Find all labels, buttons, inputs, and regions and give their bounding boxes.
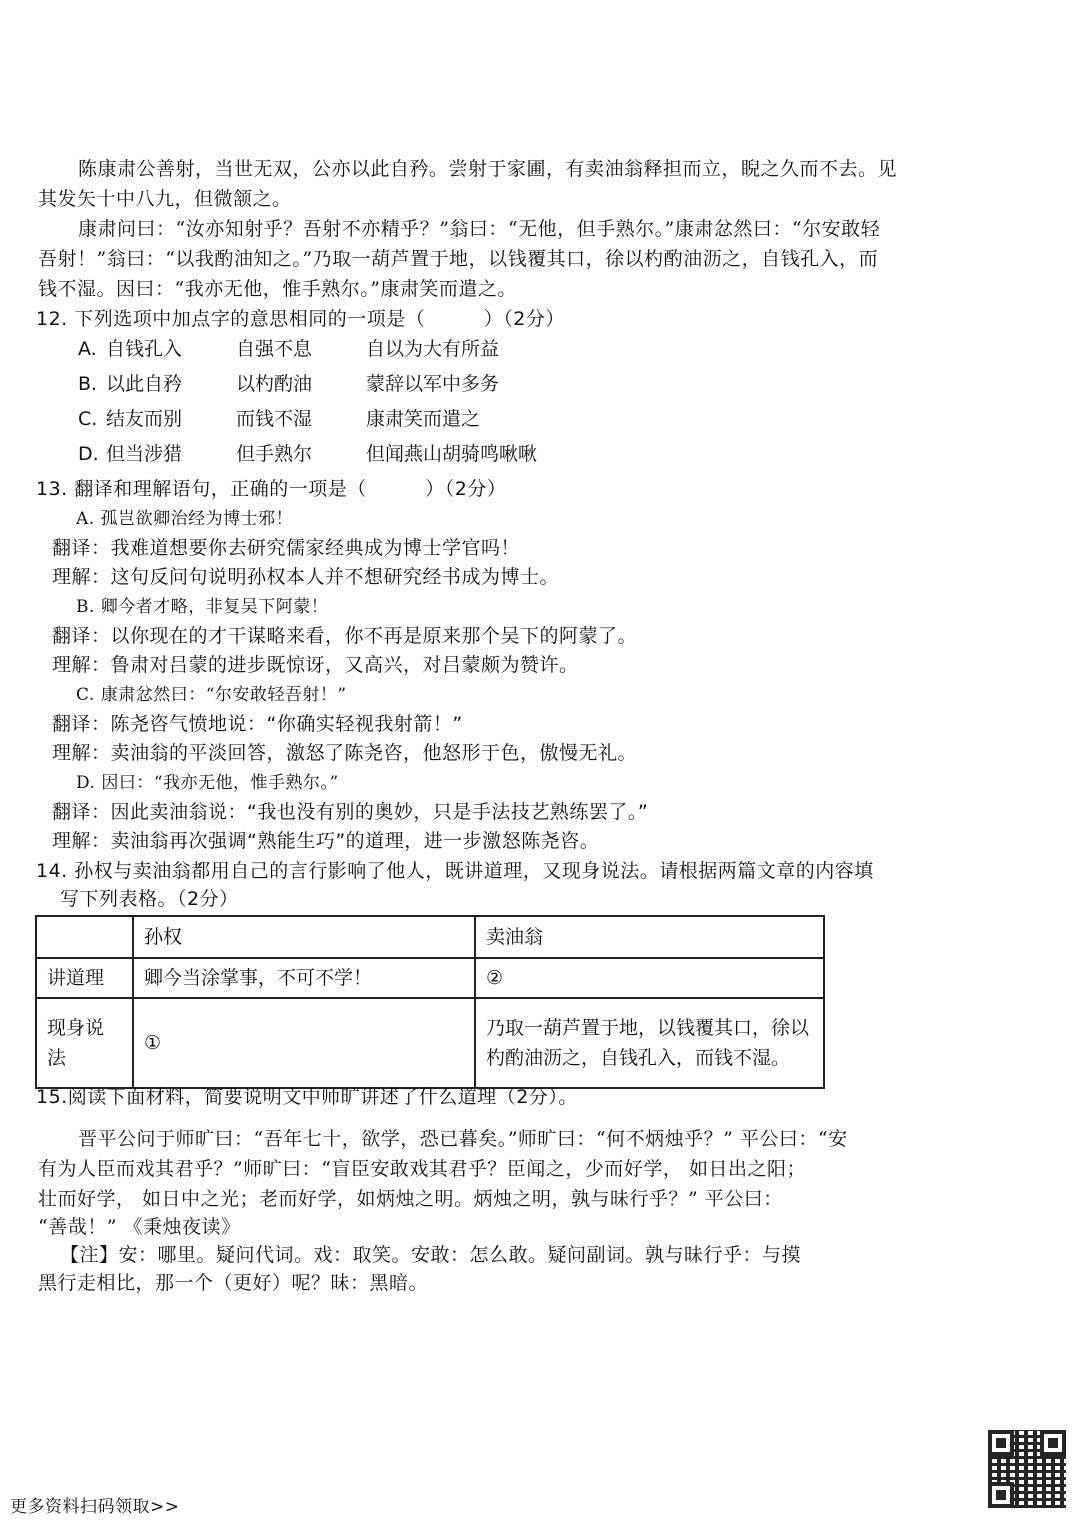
- table-cell-sunquan-example-blank[interactable]: ①: [133, 998, 475, 1088]
- note-line: 黑行走相比，那一个（更好）呢？昧：黑暗。: [38, 1272, 429, 1294]
- table-cell-weng-reason-blank[interactable]: ②: [475, 958, 824, 998]
- note-line: 【注】安：哪里。疑问代词。戏：取笑。安敢：怎么敢。疑问副词。孰与昧行乎：与摸: [60, 1244, 802, 1266]
- question-13-stem: 13. 翻译和理解语句，正确的一项是（ ）（2分）: [36, 478, 507, 500]
- q13-option-b-source[interactable]: B. 卿今者才略，非复吴下阿蒙！: [76, 597, 329, 617]
- q12-b-word2: 以杓酌油: [236, 373, 313, 395]
- answer-table: [35, 915, 825, 1089]
- q12-a-word3: 自以为大有所益: [366, 338, 500, 360]
- q13-d-understanding: 理解：卖油翁再次强调“熟能生巧”的道理，进一步激怒陈尧咨。: [52, 830, 600, 852]
- passage-line: 钱不湿。因曰：“我亦无他，惟手熟尔。”康肃笑而遣之。: [38, 278, 517, 300]
- table-row-label-reason: 讲道理: [36, 958, 133, 998]
- q12-c-word2: 而钱不湿: [236, 408, 313, 430]
- q13-option-a-source[interactable]: A. 孤岂欲卿治经为博士邪！: [76, 509, 294, 529]
- passage-line: 吾射！”翁曰：“以我酌油知之。”乃取一葫芦置于地，以钱覆其口，徐以杓酌油沥之，自钱孔入，而: [38, 248, 879, 270]
- passage-line: 陈康肃公善射，当世无双，公亦以此自矜。尝射于家圃，有卖油翁释担而立，睨之久而不去。见: [78, 158, 898, 180]
- material-line: 有为人臣而戏其君乎？”师旷曰：“盲臣安敢戏其君乎？臣闻之，少而好学， 如日出之阳；: [38, 1158, 806, 1180]
- material-line: “善哉！” 《秉烛夜读》: [38, 1216, 241, 1238]
- table-cell-weng-example: 乃取一葫芦置于地，以钱覆其口，徐以杓酌油沥之，自钱孔入，而钱不湿。: [475, 998, 824, 1088]
- table-header-sunquan: 孙权: [133, 916, 475, 958]
- material-line: 晋平公问于师旷曰：“吾年七十，欲学，恐已暮矣。”师旷曰：“何不炳烛乎？” 平公曰：“安: [78, 1128, 848, 1150]
- table-cell-sunquan-reason: 卿今当涂掌事，不可不学！: [133, 958, 475, 998]
- qr-finder-icon: [1040, 1430, 1066, 1456]
- q12-a-word2: 自强不息: [236, 338, 313, 360]
- table-corner-cell: [36, 916, 133, 958]
- q12-d-word3: 但闻燕山胡骑鸣啾啾: [366, 443, 538, 465]
- q13-d-translation: 翻译：因此卖油翁说：“我也没有别的奥妙，只是手法技艺熟练罢了。”: [52, 801, 649, 823]
- qr-finder-icon: [988, 1482, 1014, 1508]
- q12-d-word1: 但当涉猎: [106, 443, 183, 465]
- footer-link[interactable]: 更多资料扫码领取>>: [10, 1497, 180, 1517]
- qr-code-icon[interactable]: [988, 1430, 1066, 1508]
- question-15-stem: 15.阅读下面材料，简要说明文中师旷讲述了什么道理（2分）。: [36, 1086, 578, 1108]
- q12-c-word3: 康肃笑而遣之: [366, 408, 481, 430]
- q12-b-word3: 蒙辞以军中多务: [366, 373, 500, 395]
- question-14-stem-cont: 写下列表格。（2分）: [60, 888, 239, 910]
- q13-c-translation: 翻译：陈尧咨气愤地说：“你确实轻视我射箭！”: [52, 713, 463, 735]
- q13-c-understanding: 理解：卖油翁的平淡回答，激怒了陈尧咨，他怒形于色，傲慢无礼。: [52, 742, 638, 764]
- q13-option-c-source[interactable]: C. 康肃忿然曰：“尔安敢轻吾射！”: [76, 685, 347, 705]
- q12-c-word1: 结友而别: [106, 408, 183, 430]
- q13-b-translation: 翻译：以你现在的才干谋略来看，你不再是原来那个吴下的阿蒙了。: [52, 625, 638, 647]
- exam-page: 陈康肃公善射，当世无双，公亦以此自矜。尝射于家圃，有卖油翁释担而立，睨之久而不去。见 其发矢十中八九，但微颔之。 康肃问曰：“汝亦知射乎？吾射不亦精乎？”翁曰：“无他，但手熟尔。”康肃忿然曰：“尔安敢轻 吾射！”翁曰：“以我酌油知之。”乃取一葫芦置于地，以钱覆其口，徐以杓酌油沥之，自钱孔入，而 钱不湿。因曰：“我亦无他，惟手熟尔。”康肃笑而遣之。 12. 下列选项中加点字的意思相同的一项是（ ）（2分） A. 自钱孔入 自强不息 自以为大有所益 B. 以此自矜 以杓酌油 蒙辞以军中多务 C. 结友而别 而钱不湿 康肃笑而遣之 D. 但当涉猎 但手熟尔 但闻燕山胡骑鸣啾啾 13. 翻译和理解语句，正确的一项是（ ）（2分） A. 孤岂欲卿治经为博士邪！ 翻译：我难道想要你去研究儒家经典成为博士学官吗！ 理解：这句反问句说明孙权本人并不想研究经书成为博士。 B. 卿今者才略，非复吴下阿蒙！ 翻译：以你现在的才干谋略来看，你不再是原来那个吴下的阿蒙了。 理解：鲁肃对吕蒙的进步既惊讶，又高兴，对吕蒙颇为赞许。 C. 康肃忿然曰：“尔安敢轻吾射！” 翻译：陈尧咨气愤地说：“你确实轻视我射箭！” 理解：卖油翁的平淡回答，激怒了陈尧咨，他怒形于色，傲慢无礼。 D. 因曰：“我亦无他，惟手熟尔。” 翻译：因此卖油翁说：“我也没有别的奥妙，只是手法技艺熟练罢了。” 理解：卖油翁再次强调“熟能生巧”的道理，进一步激怒陈尧咨。 14. 孙权与卖油翁都用自己的言行影响了他人，既讲道理，又现身说法。请根据两篇文章的内容填 写下列表格。（2分） 孙权 卖油翁 讲道理 卿今当涂掌事，不可不学！ ② 现身说法 ① 乃取一葫芦置于地，以钱覆其口，徐以杓酌油沥之，自钱孔入，而钱不湿。 15.阅读下面材料，简要说明文中师旷讲述了什么道理（2分）。 晋平公问于师旷曰：“吾年七十，欲学，恐已暮矣。”师旷曰：“何不炳烛乎？” 平公曰：“安 有为人臣而戏其君乎？”师旷曰：“盲臣安敢戏其君乎？臣闻之，少而好学， 如日出之阳； 壮而好学， 如日中之光；老而好学，如炳烛之明。炳烛之明，孰与昧行乎？” 平公曰： “善哉！” 《秉烛夜读》 【注】安：哪里。疑问代词。戏：取笑。安敢：怎么敢。疑问副词。孰与昧行乎：与摸 黑行走相比，那一个（更好）呢？昧：黑暗。 更多资料扫码领取>>: [0, 0, 1080, 1523]
- table-header-weng: 卖油翁: [475, 916, 824, 958]
- question-12-stem: 12. 下列选项中加点字的意思相同的一项是（ ）（2分）: [36, 308, 565, 330]
- qr-finder-icon: [988, 1430, 1014, 1456]
- q12-a-word1: 自钱孔入: [106, 338, 183, 360]
- q12-b-word1: 以此自矜: [106, 373, 183, 395]
- q13-b-understanding: 理解：鲁肃对吕蒙的进步既惊讶，又高兴，对吕蒙颇为赞许。: [52, 654, 579, 676]
- question-14-stem: 14. 孙权与卖油翁都用自己的言行影响了他人，既讲道理，又现身说法。请根据两篇文章的内容填: [36, 860, 874, 882]
- table-row-label-example: 现身说法: [36, 998, 133, 1088]
- q12-d-word2: 但手熟尔: [236, 443, 313, 465]
- q13-option-d-source[interactable]: D. 因曰：“我亦无他，惟手熟尔。”: [76, 773, 339, 793]
- material-line: 壮而好学， 如日中之光；老而好学，如炳烛之明。炳烛之明，孰与昧行乎？” 平公曰：: [38, 1188, 783, 1210]
- passage-line: 康肃问曰：“汝亦知射乎？吾射不亦精乎？”翁曰：“无他，但手熟尔。”康肃忿然曰：“尔安敢轻: [78, 218, 881, 240]
- q13-a-understanding: 理解：这句反问句说明孙权本人并不想研究经书成为博士。: [52, 566, 560, 588]
- q13-a-translation: 翻译：我难道想要你去研究儒家经典成为博士学官吗！: [52, 537, 521, 559]
- passage-line: 其发矢十中八九，但微颔之。: [38, 188, 292, 210]
